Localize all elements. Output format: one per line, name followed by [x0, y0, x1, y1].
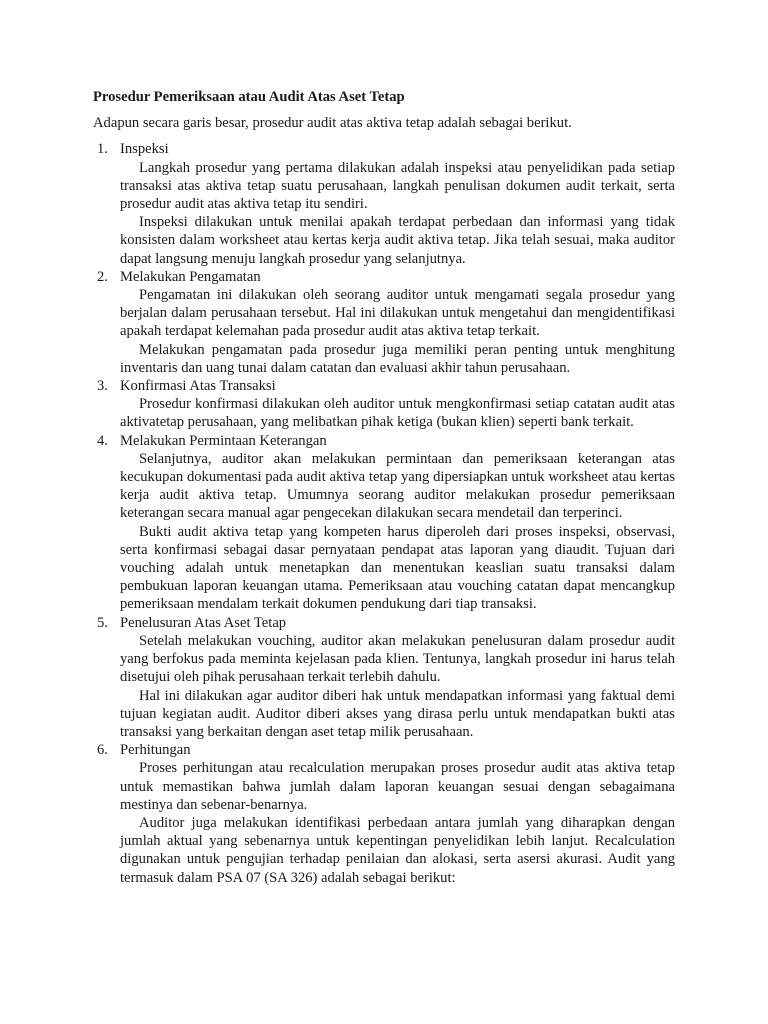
- section-number: 2.: [97, 268, 108, 285]
- section-paragraph: Setelah melakukan vouching, auditor akan melakukan penelusuran dalam prosedur audit yang berfokus pada meminta kejelasan pada klien. Tentunya, langkah prosedur ini harus telah disetujui oleh pihak perusahaan terkait terlebih dahulu.: [120, 632, 675, 686]
- section-heading-row: [93, 741, 675, 759]
- section-heading-row: [93, 140, 675, 158]
- section-number: 1.: [97, 141, 108, 158]
- section-paragraph: Inspeksi dilakukan untuk menilai apakah terdapat perbedaan dan informasi yang tidak konsisten dalam worksheet atau kertas kerja audit aktiva tetap. Jika telah sesuai, maka auditor dapat langsung menuju langkah prosedur yang selanjutnya.: [120, 214, 675, 267]
- section-heading: Perhitungan: [120, 742, 191, 759]
- section-item: [93, 741, 675, 887]
- section-heading-row: [93, 614, 675, 632]
- section-item: [93, 377, 675, 432]
- section-number: 6.: [97, 742, 108, 759]
- document-content: [93, 88, 675, 887]
- section-paragraph: Bukti audit aktiva tetap yang kompeten harus diperoleh dari proses inspeksi, observasi, serta konfirmasi sebagai dasar pernyataan pendapat atas laporan yang diaudit. Tujuan dari vouching adalah untuk menetapkan dan menentukan keaslian suatu transaksi dalam pembukuan laporan keuangan utama. Pemeriksaan atau vouching catatan dapat mencangkup pemeriksaan mendalam terkait dokumen pendukung dari tiap transaksi.: [120, 523, 675, 613]
- section-heading: Melakukan Permintaan Keterangan: [120, 432, 327, 449]
- section-heading: Konfirmasi Atas Transaksi: [120, 378, 276, 395]
- section-heading: Penelusuran Atas Aset Tetap: [120, 614, 287, 631]
- document-title: Prosedur Pemeriksaan atau Audit Atas Aset Tetap: [93, 89, 405, 105]
- section-number: 4.: [97, 432, 108, 449]
- section-paragraph: Pengamatan ini dilakukan oleh seorang auditor untuk mengamati segala prosedur yang berjalan dalam perusahaan tersebut. Hal ini dilakukan untuk mengetahui dan mengidentifikasi apakah terdapat kelemahan pada prosedur audit atas aktiva tetap terkait.: [120, 287, 675, 340]
- section-heading: Melakukan Pengamatan: [120, 268, 261, 285]
- section-paragraph: Langkah prosedur yang pertama dilakukan adalah inspeksi atau penyelidikan pada setiap transaksi atas aktiva tetap suatu perusahaan, langkah penulisan dokumen audit terkait, serta prosedur audit atas aktiva tetap itu sendiri.: [120, 159, 675, 213]
- section-heading: Inspeksi: [120, 141, 169, 158]
- intro-paragraph: Adapun secara garis besar, prosedur audit atas aktiva tetap adalah sebagai berikut.: [93, 115, 572, 132]
- section-heading-row: [93, 432, 675, 450]
- section-list: [93, 140, 675, 886]
- section-paragraph: Prosedur konfirmasi dilakukan oleh auditor untuk mengkonfirmasi setiap catatan audit atas aktivatetap perusahaan, yang melibatkan pihak ketiga (bukan klien) seperti bank terkait.: [120, 396, 675, 431]
- section-number: 3.: [97, 378, 108, 395]
- section-paragraph: Hal ini dilakukan agar auditor diberi hak untuk mendapatkan informasi yang faktual demi tujuan kegiatan audit. Auditor diberi akses yang dirasa perlu untuk mendapatkan bukti atas transaksi yang berkaitan dengan aset tetap milik perusahaan.: [120, 687, 675, 740]
- section-number: 5.: [97, 614, 108, 631]
- section-heading-row: [93, 268, 675, 286]
- section-item: [93, 432, 675, 614]
- section-paragraph: Selanjutnya, auditor akan melakukan permintaan dan pemeriksaan keterangan atas kecukupan dokumentasi pada audit aktiva tetap yang dipersiapkan untuk worksheet atau kertas kerja audit aktiva tetap. Umumnya seorang auditor melakukan prosedur pemeriksaan keterangan secara manual agar pengecekan dilakukan secara mendetail dan terperinci.: [120, 450, 675, 522]
- section-paragraph: Proses perhitungan atau recalculation merupakan proses prosedur audit atas aktiva tetap untuk memastikan bahwa jumlah dalam laporan keuangan sesuai dengan sebagaimana mestinya dan sebenar-benarnya.: [120, 760, 675, 813]
- section-paragraph: Melakukan pengamatan pada prosedur juga memiliki peran penting untuk menghitung inventaris dan uang tunai dalam catatan dan evaluasi akhir tahun perusahaan.: [120, 341, 675, 376]
- section-item: [93, 614, 675, 741]
- section-item: [93, 140, 675, 267]
- section-item: [93, 268, 675, 377]
- section-heading-row: [93, 377, 675, 395]
- section-paragraph: Auditor juga melakukan identifikasi perbedaan antara jumlah yang diharapkan dengan jumlah aktual yang sebenarnya untuk kepentingan penyelidikan lebih lanjut. Recalculation digunakan untuk pengujian terhadap penilaian dan alokasi, serta asersi akurasi. Audit yang termasuk dalam PSA 07 (SA 326) adalah sebagai berikut:: [120, 814, 675, 886]
